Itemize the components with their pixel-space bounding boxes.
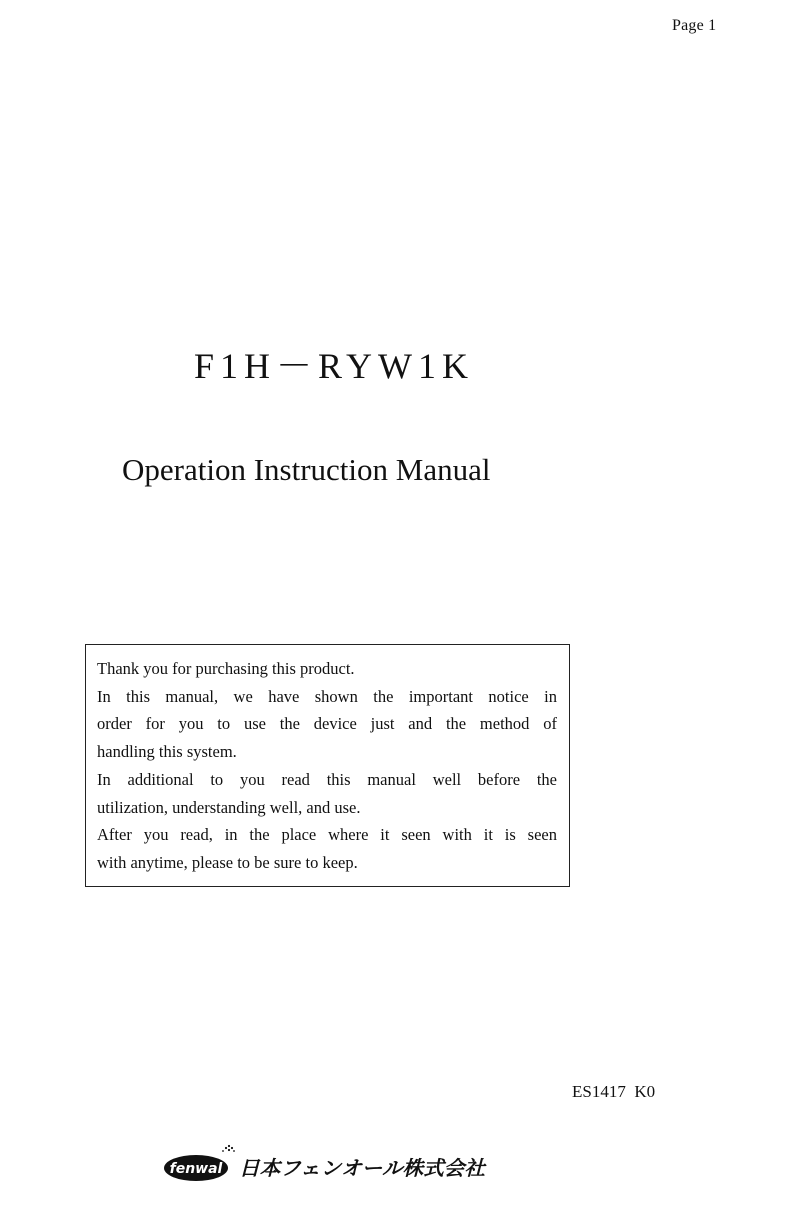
notice-line: with anytime, please to be sure to keep. xyxy=(97,852,358,872)
notice-line: utilization, understanding well, and use. xyxy=(97,797,361,817)
model-title: F1H－RYW1K xyxy=(194,346,475,386)
logo-company-text: 日本フェンオール株式会社 xyxy=(239,1156,488,1180)
document-title: Operation Instruction Manual xyxy=(122,452,491,487)
notice-line: In additional to you read this manual well before the xyxy=(97,769,557,789)
notice-line: In this manual, we have shown the important notice in xyxy=(97,686,557,706)
notice-line: handling this system. xyxy=(97,742,237,762)
logo-sparkle-icon xyxy=(222,1145,235,1152)
company-logo xyxy=(163,1142,493,1186)
notice-line: Thank you for purchasing this product. xyxy=(97,659,355,678)
notice-line: order for you to use the device just and the method of xyxy=(97,714,557,734)
page-number: Page 1 xyxy=(672,17,717,34)
document-code: ES1417 K0 xyxy=(572,1082,656,1101)
notice-line: After you read, in the place where it seen with it is seen xyxy=(97,825,557,845)
logo-brand-text: fenwal xyxy=(169,1161,223,1177)
notice-box xyxy=(85,644,570,887)
